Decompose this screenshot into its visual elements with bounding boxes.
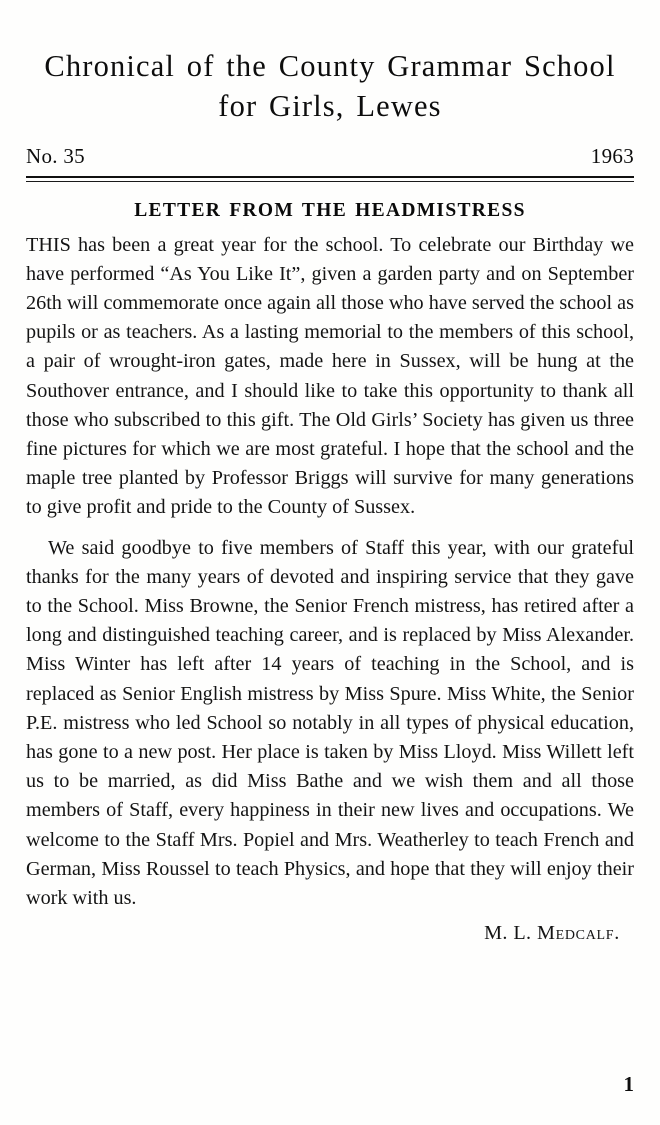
article-body: [26, 231, 634, 914]
signature-surname: Medcalf.: [536, 922, 620, 945]
journal-title-line-2: for Girls, Lewes: [218, 89, 442, 124]
header-double-rule: [26, 176, 634, 184]
rule-upper: [26, 176, 634, 178]
journal-title-line-1: Chronical of the County Grammar School: [44, 49, 616, 83]
signature-line: [26, 922, 634, 945]
article-heading: LETTER FROM THE HEADMISTRESS: [134, 199, 526, 221]
body-paragraph-1: THIS has been a great year for the school. To celebrate our Birthday we have performed “As You Like It”, given a garden party and on September 26th will commemorate once again all those who have served the school as pupils or as teachers. As a lasting memorial to the members of this school, a pair of wrought-iron gates, made here in Sussex, will be hung at the Southover entrance, and I should like to take this opportunity to thank all those who subscribed to this gift. The Old Girls’ Society has given us three fine pictures for which we are most grateful. I hope that the school and the maple tree planted by Professor Briggs will survive for many generations to give profit and pride to the County of Sussex.: [26, 233, 634, 519]
issue-number: No. 35: [26, 143, 85, 168]
masthead: [26, 0, 634, 184]
body-paragraph-2: We said goodbye to five members of Staff this year, with our grateful thanks for the many years of devoted and inspiring service that they gave to the School. Miss Browne, the Senior French mistress, has retired after a long and distinguished teaching career, and is replaced by Miss Alexander. Miss Winter has left after 14 years of teaching in the School, and is replaced as Senior English mistress by Miss Spure. Miss White, the Senior P.E. mistress who led School so notably in all types of physical education, has gone to a new post. Her place is taken by Miss Lloyd. Miss Willett left us to be married, as did Miss Bathe and we wish them and all those members of Staff, every happiness in their new lives and occupations. We welcome to the Staff Mrs. Popiel and Mrs. Weatherley to teach French and German, Miss Roussel to teach Physics, and hope that they will enjoy their work with us.: [26, 536, 634, 909]
journal-title: [26, 46, 634, 127]
rule-lower: [26, 181, 634, 182]
page-number: 1: [623, 1072, 634, 1096]
issue-year: 1963: [590, 143, 634, 168]
signature-initials: M. L.: [484, 922, 537, 945]
issue-row: [26, 144, 634, 169]
